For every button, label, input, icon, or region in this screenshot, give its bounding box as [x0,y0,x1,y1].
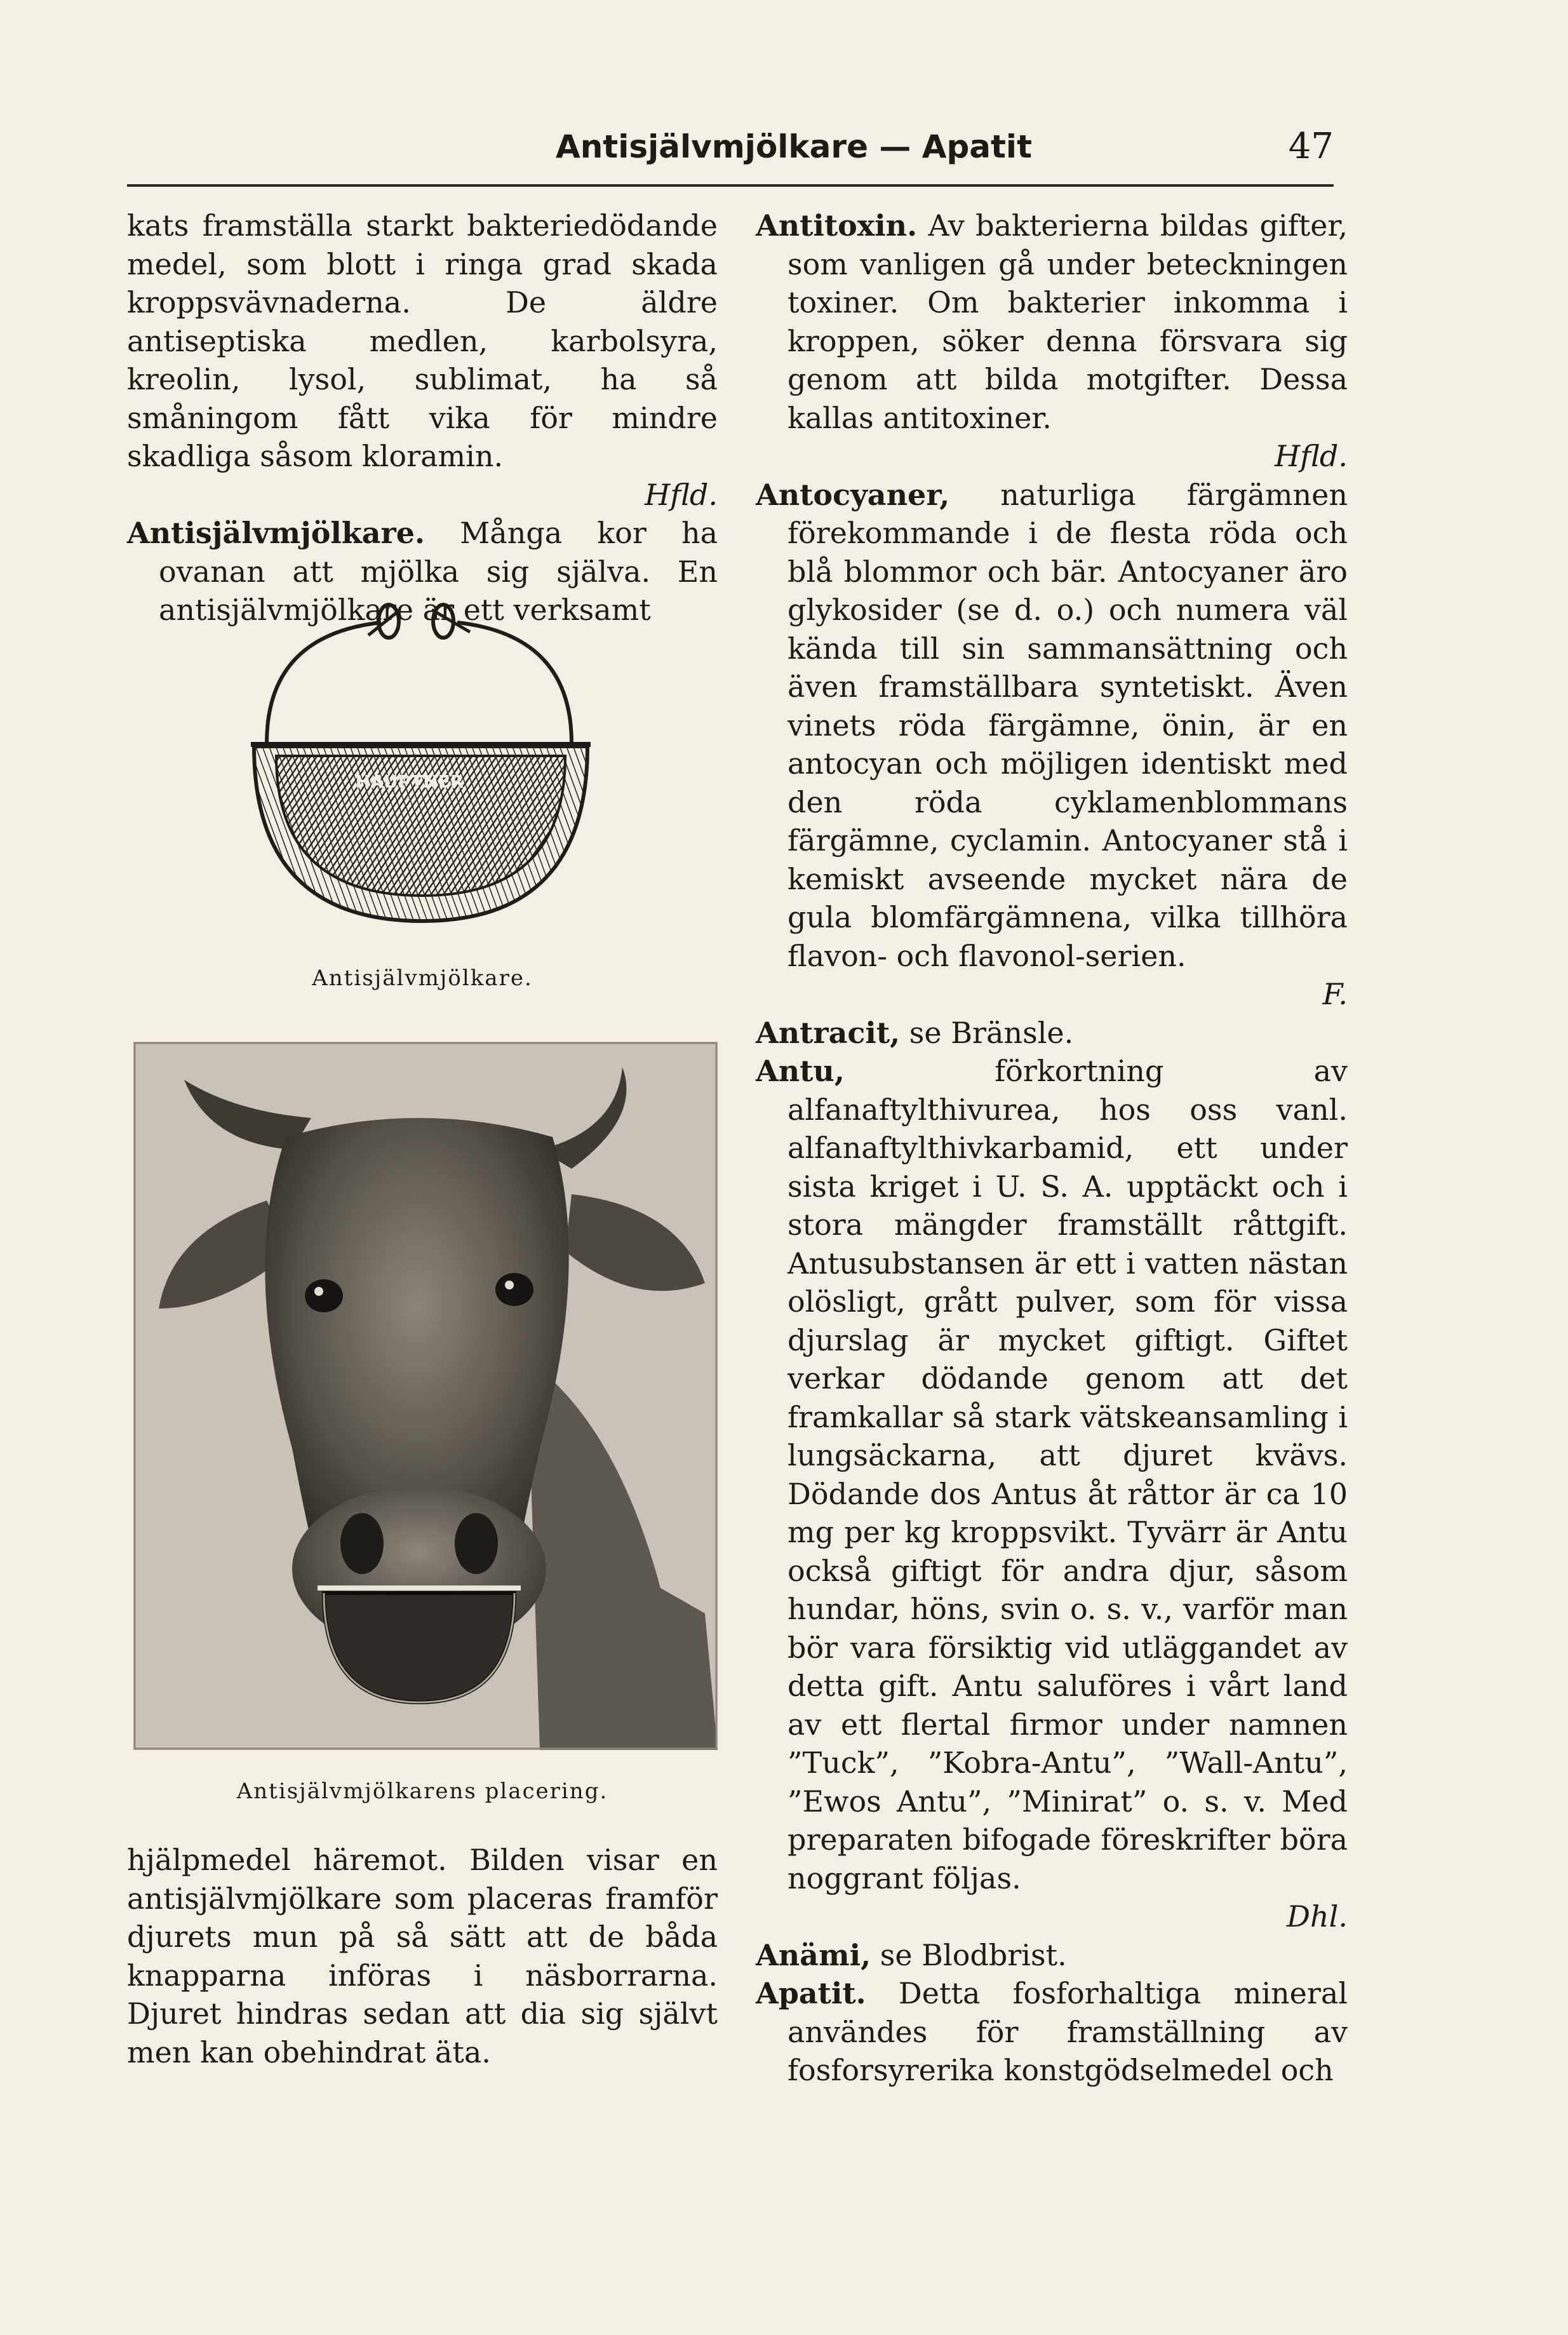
entry-text: Av bakterierna bildas gifter, som vanligen gå under beteckningen toxiner. Om bakterier inkomma i kroppen, söker denna försvara sig genom att bilda motgifter. Dessa kallas antitoxiner. [787,208,1348,435]
entry-headword: Antitoxin. [756,208,918,243]
page-title: Antisjälvmjölkare — Apatit [556,128,1032,165]
entry-text: Många kor ha ovanan att mjölka sig själva. En antisjälvmjölkare är ett verksamt [159,516,718,627]
author-signature: Hfld. [645,477,718,512]
entry-text: Detta fosforhaltiga mineral användes för framställning av fosforsyrerika konstgödselmedel och [787,1976,1348,2087]
left-column-bottom [127,1841,718,2071]
paragraph-continued: hjälpmedel häremot. Bilden visar en antisjälvmjölkare som placeras framför djurets mun på så sätt att de båda knapparna införas i näsborrarna. Djuret hindras sedan att dia sig självt men kan obehindrat äta. [127,1843,718,2069]
figure-caption-2: Antisjälvmjölkarens placering. [236,1779,608,1804]
entry-text: naturliga färgämnen förekommande i de flesta röda och blå blommor och bär. Antocyaner äro glykosider (se d. o.) och numera väl kända till sin sammansättning och även framställbara syntetiskt. Även vinets röda färgämne, önin, är en antocyan och möjligen identiskt med den röda cyklamenblommans färgämne, cyclamin. Antocyaner stå i kemiskt avseende mycket nära de gula blomfärgämnena, vilka tillhöra flavon- och flavonol-serien. [787,477,1348,973]
ring-device-illustration [241,597,603,946]
entry-headword: Antracit, [756,1015,901,1050]
figure-antisjalvmjolkare [241,597,603,946]
author-signature: F. [1322,977,1348,1011]
entry-headword: Apatit. [756,1976,866,2010]
running-head [127,121,1334,172]
entry-text: se Bränsle. [909,1015,1074,1050]
entry-antocyaner [756,476,1348,976]
entry-headword: Antocyaner, [756,477,950,512]
paragraph-continuation [127,206,718,476]
figure-cow-head-photo [133,1042,718,1750]
entry-apatit [756,1974,1348,2090]
header-rule [127,184,1334,187]
entry-text: förkortning av alfanaftylthivurea, hos oss vanl. alfanaftylthivkarbamid, ett under sista kriget i U. S. A. upptäckt och i stora mängder framställt råttgift. Antusubstansen är ett i vatten nästan olösligt, grått pulver, som för vissa djurslag är mycket giftigt. Giftet verkar dödande genom att det framkallar så stark vätskeansamling i lungsäckarna, att djuret kvävs. Dödande dos Antus åt råttor är ca 10 mg per kg kroppsvikt. Tyvärr är Antu också giftigt för andra djur, såsom hundar, höns, svin o. s. v., varför man bör vara försiktig vid utläggandet av detta gift. Antu saluföres i vårt land av ett flertal firmor under namnen ”Tuck”, ”Kobra-Antu”, ”Wall-Antu”, ”Ewos Antu”, ”Minirat” o. s. v. Med preparaten bifogade föreskrifter böra noggrant följas. [787,1054,1348,1895]
hauptner-label: HAUPTNER [355,771,464,792]
author-signature: Dhl. [1287,1899,1348,1934]
entry-anami [756,1936,1348,1975]
cow-head-illustration [133,1042,718,1750]
entry-antracit [756,1014,1348,1053]
left-column-top [127,206,718,629]
figure-caption-1: Antisjälvmjölkare. [312,966,533,991]
paragraph-text: kats framställa starkt bakteriedödande medel, som blott i ringa grad skada kroppsvävnaderna. De äldre antiseptiska medlen, karbolsyra, kreolin, lysol, sublimat, ha så småningom fått vika för mindre skadliga såsom kloramin. [127,208,718,473]
entry-antitoxin [756,206,1348,437]
entry-text: se Blodbrist. [880,1937,1067,1972]
author-signature: Hfld. [1275,439,1348,473]
entry-headword: Antu, [756,1054,845,1088]
page-number: 47 [1288,126,1334,167]
right-column [756,206,1348,2090]
entry-headword: Anämi, [756,1937,871,1972]
entry-antu [756,1052,1348,1897]
entry-headword: Antisjälvmjölkare. [127,516,426,550]
